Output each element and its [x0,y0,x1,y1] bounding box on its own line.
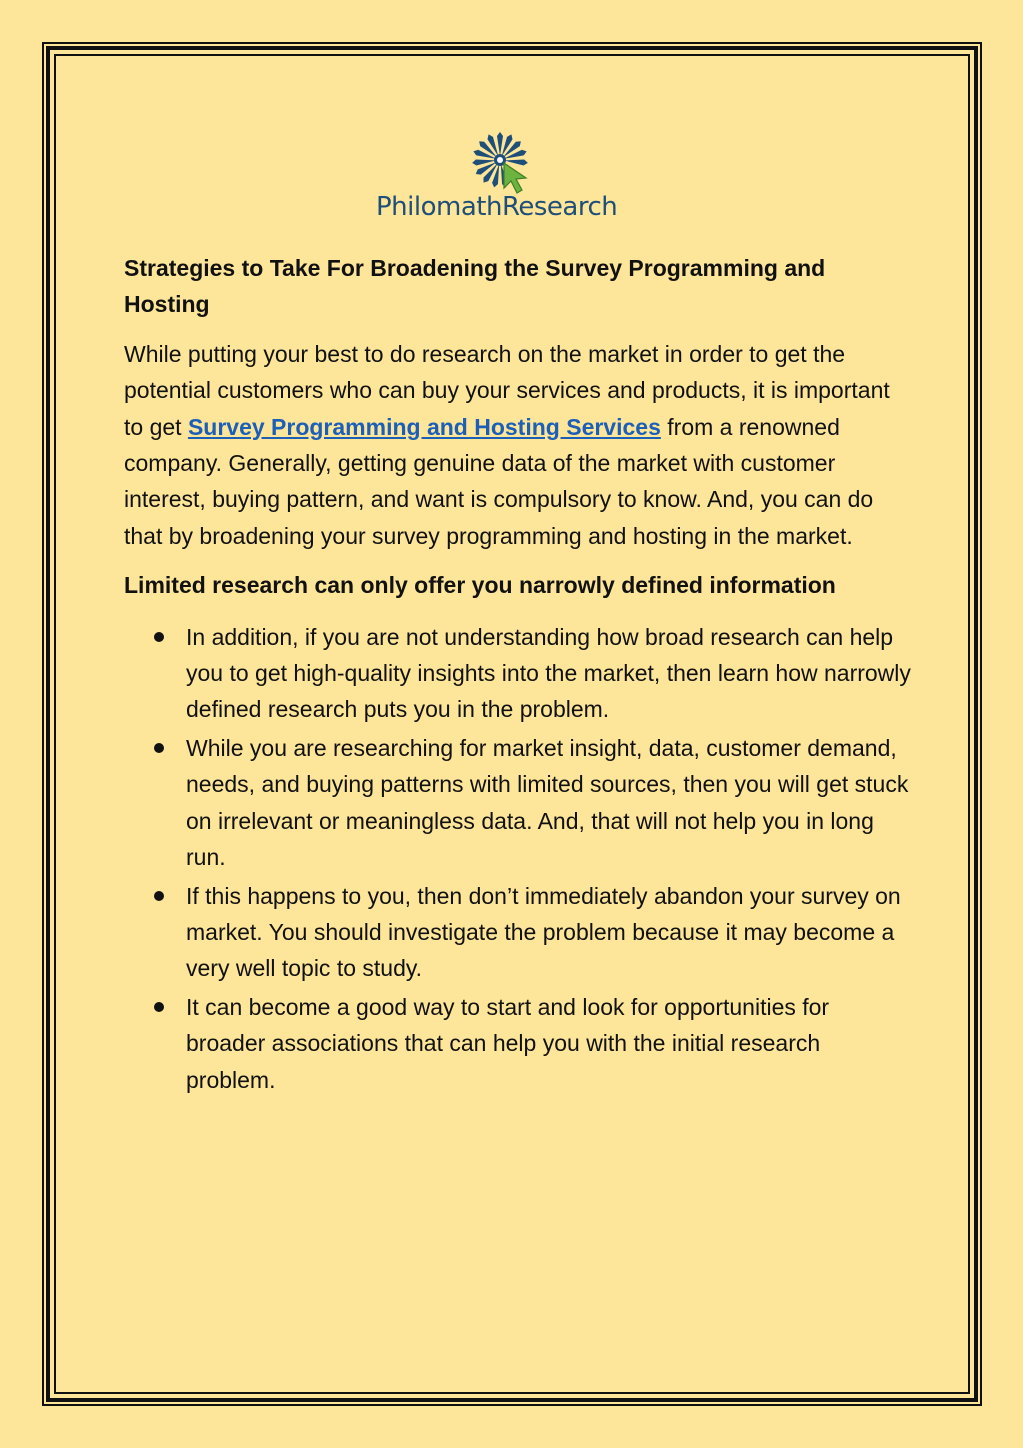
bullet-list [124,619,914,1098]
bullet-dot-icon [154,1002,164,1012]
survey-services-link[interactable]: Survey Programming and Hosting Services [187,413,661,440]
intro-paragraph [124,336,914,554]
logo-wordmark [376,192,617,222]
article-title: Strategies to Take For Broadening the Survey Programming and Hosting [124,255,826,318]
section-subheading: Limited research can only offer you narrowly defined information [124,572,836,599]
bullet-dot-icon [154,743,164,753]
bullet-dot-icon [154,632,164,642]
philomath-research-logo [370,130,660,230]
list-item-text: It can become a good way to start and look for opportunities for broader associations that can help you with the initial research problem. [186,993,830,1093]
intro-text-before-link: While putting your best to do research on the market in order to get the potential customers who can buy your services and products, it is important to get [124,340,890,440]
logo-name-part2: Research [501,192,618,222]
list-item-text: In addition, if you are not understanding how broad research can help you to get high-quality insights into the market, then learn how narrowly defined research puts you in the problem. [186,623,911,723]
flower-cursor-icon [470,130,536,196]
list-item [124,730,914,876]
list-item [124,878,914,987]
bullet-dot-icon [154,891,164,901]
logo-name-part1: Philomath [376,192,502,222]
list-item-text: If this happens to you, then don’t immediately abandon your survey on market. You should investigate the problem because it may become a very well topic to study. [186,882,901,982]
list-item [124,619,914,728]
list-item-text: While you are researching for market insight, data, customer demand, needs, and buying patterns with limited sources, then you will get stuck on irrelevant or meaningless data. And, that will not help you in long run. [186,734,909,871]
intro-text-after-link: from a renowned company. Generally, getting genuine data of the market with customer interest, buying pattern, and want is compulsory to know. And, you can do that by broadening your survey programming and hosting in the market. [124,413,874,549]
article-content [124,250,914,1100]
list-item [124,989,914,1098]
